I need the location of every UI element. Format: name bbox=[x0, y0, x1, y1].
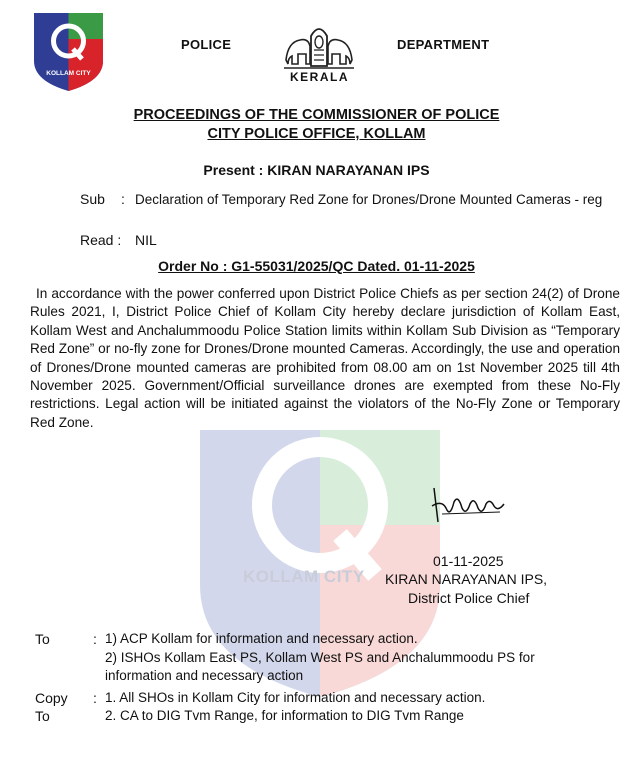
order-body: In accordance with the power conferred upon District Police Chiefs as per section 24(2) of Drone Rules 2021, I, District Police Chief of Kollam City hereby declare jurisdiction of Kollam East, Kollam West and Anchalummoodu Police Station limits within Kollam Sub Division as “Temporary Red Zone” or no-fly zone for Drones/Drone mounted Cameras. Accordingly, the use and operation of Drones/Drone mounted cameras are prohibited from 08.00 am on 1st November 2025 till 4th November 2025. Government/Official surveillance drones are exempted from these No-Fly restrictions. Legal action will be initiated against the violators of the No-Fly Zone or Temporary Red Zone. bbox=[30, 286, 620, 430]
header-police: POLICE bbox=[181, 37, 232, 52]
logo-caption: KOLLAM CITY bbox=[46, 70, 91, 77]
header-department: DEPARTMENT bbox=[397, 37, 490, 52]
read-label: Read : bbox=[80, 232, 122, 248]
copy-to-label: To bbox=[35, 708, 50, 724]
signature-date: 01-11-2025 bbox=[433, 553, 504, 569]
signatory-designation: District Police Chief bbox=[408, 590, 530, 606]
kollam-city-police-logo bbox=[32, 11, 105, 93]
subject-text: Declaration of Temporary Red Zone for Drones/Drone Mounted Cameras - reg bbox=[135, 192, 603, 207]
subject-colon: : bbox=[121, 191, 125, 207]
read-text: NIL bbox=[135, 232, 157, 248]
office-title: CITY POLICE OFFICE, KOLLAM bbox=[207, 126, 426, 142]
to-label: To bbox=[35, 631, 50, 647]
subject-label: Sub bbox=[80, 191, 105, 207]
to-item: 1) ACP Kollam for information and necessary action. bbox=[105, 631, 418, 646]
signatory-name: KIRAN NARAYANAN IPS, bbox=[385, 571, 548, 587]
copy-item: 2. CA to DIG Tvm Range, for information to DIG Tvm Range bbox=[105, 708, 464, 723]
copy-colon: : bbox=[93, 690, 97, 706]
copy-item: 1. All SHOs in Kollam City for information and necessary action. bbox=[105, 690, 486, 705]
to-item: 2) ISHOs Kollam East PS, Kollam West PS and Anchalummoodu PS for information and necessary action bbox=[105, 650, 535, 683]
header-kerala: KERALA bbox=[290, 70, 349, 84]
present-line: Present : KIRAN NARAYANAN IPS bbox=[203, 162, 430, 178]
handwritten-signature bbox=[428, 482, 508, 527]
watermark-caption: KOLLAM CITY bbox=[243, 567, 365, 586]
to-colon: : bbox=[93, 631, 97, 647]
proceedings-title: PROCEEDINGS OF THE COMMISSIONER OF POLICE bbox=[133, 107, 500, 123]
copy-label: Copy bbox=[35, 690, 68, 706]
order-number: Order No : G1-55031/2025/QC Dated. 01-11-2025 bbox=[158, 258, 475, 274]
kerala-state-emblem bbox=[282, 20, 356, 72]
